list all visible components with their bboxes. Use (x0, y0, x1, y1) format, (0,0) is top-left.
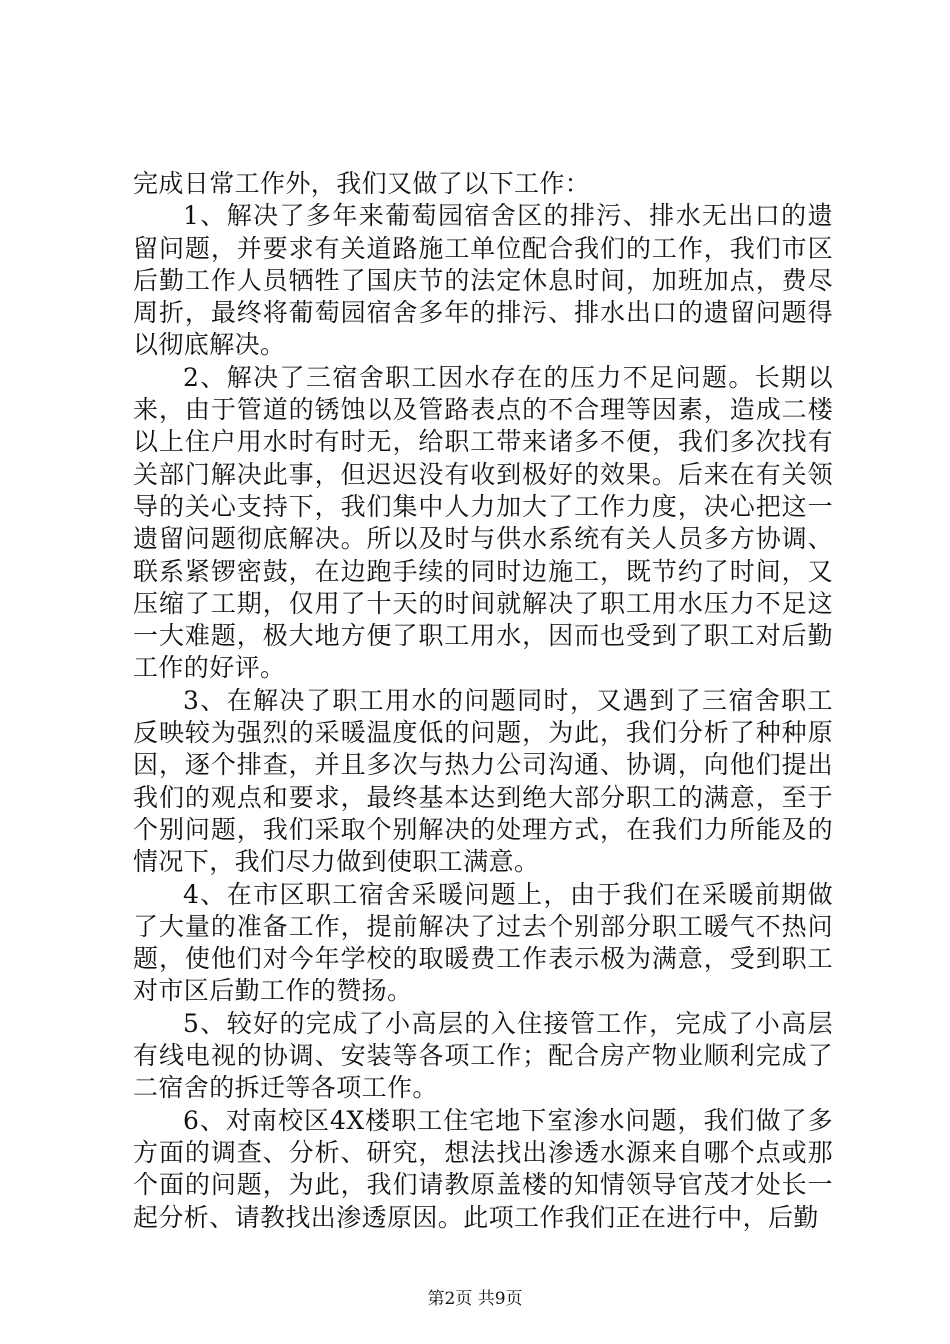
paragraph-6: 6、对南校区4X楼职工住宅地下室渗水问题，我们做了多方面的调查、分析、研究，想法找出渗透水源来自哪个点或那个面的问题，为此，我们请教原盖楼的知情领导官茂才处长一起分析、请教找出渗透原因。此项工作我们正在进行中，后勤 (133, 1105, 833, 1232)
document-body (133, 168, 833, 1234)
paragraph-2: 2、解决了三宿舍职工因水存在的压力不足问题。长期以来，由于管道的锈蚀以及管路表点的不合理等因素，造成二楼以上住户用水时有时无，给职工带来诸多不便，我们多次找有关部门解决此事，但迟迟没有收到极好的效果。后来在有关领导的关心支持下，我们集中人力加大了工作力度，决心把这一遗留问题彻底解决。所以及时与供水系统有关人员多方协调、联系紧锣密鼓，在边跑手续的同时边施工，既节约了时间，又压缩了工期，仅用了十天的时间就解决了职工用水压力不足这一大难题，极大地方便了职工用水，因而也受到了职工对后勤工作的好评。 (133, 362, 833, 683)
page-number-footer: 第2页 共9页 (427, 1289, 523, 1309)
paragraph-5: 5、较好的完成了小高层的入住接管工作，完成了小高层有线电视的协调、安装等各项工作；配合房产物业顺利完成了二宿舍的拆迁等各项工作。 (133, 1008, 833, 1103)
paragraph-4: 4、在市区职工宿舍采暖问题上，由于我们在采暖前期做了大量的准备工作，提前解决了过去个别部分职工暖气不热问题，使他们对今年学校的取暖费工作表示极为满意，受到职工对市区后勤工作的赞扬。 (133, 879, 833, 1006)
paragraph-1: 1、解决了多年来葡萄园宿舍区的排污、排水无出口的遗留问题，并要求有关道路施工单位配合我们的工作，我们市区后勤工作人员牺牲了国庆节的法定休息时间，加班加点，费尽周折，最终将葡萄园宿舍多年的排污、排水出口的遗留问题得以彻底解决。 (133, 201, 833, 360)
paragraph-3: 3、在解决了职工用水的问题同时，又遇到了三宿舍职工反映较为强烈的采暖温度低的问题，为此，我们分析了种种原因，逐个排查，并且多次与热力公司沟通、协调，向他们提出我们的观点和要求，最终基本达到绝大部分职工的满意，至于个别问题，我们采取个别解决的处理方式，在我们力所能及的情况下，我们尽力做到使职工满意。 (133, 685, 833, 877)
paragraph-0: 完成日常工作外，我们又做了以下工作： (133, 169, 591, 198)
